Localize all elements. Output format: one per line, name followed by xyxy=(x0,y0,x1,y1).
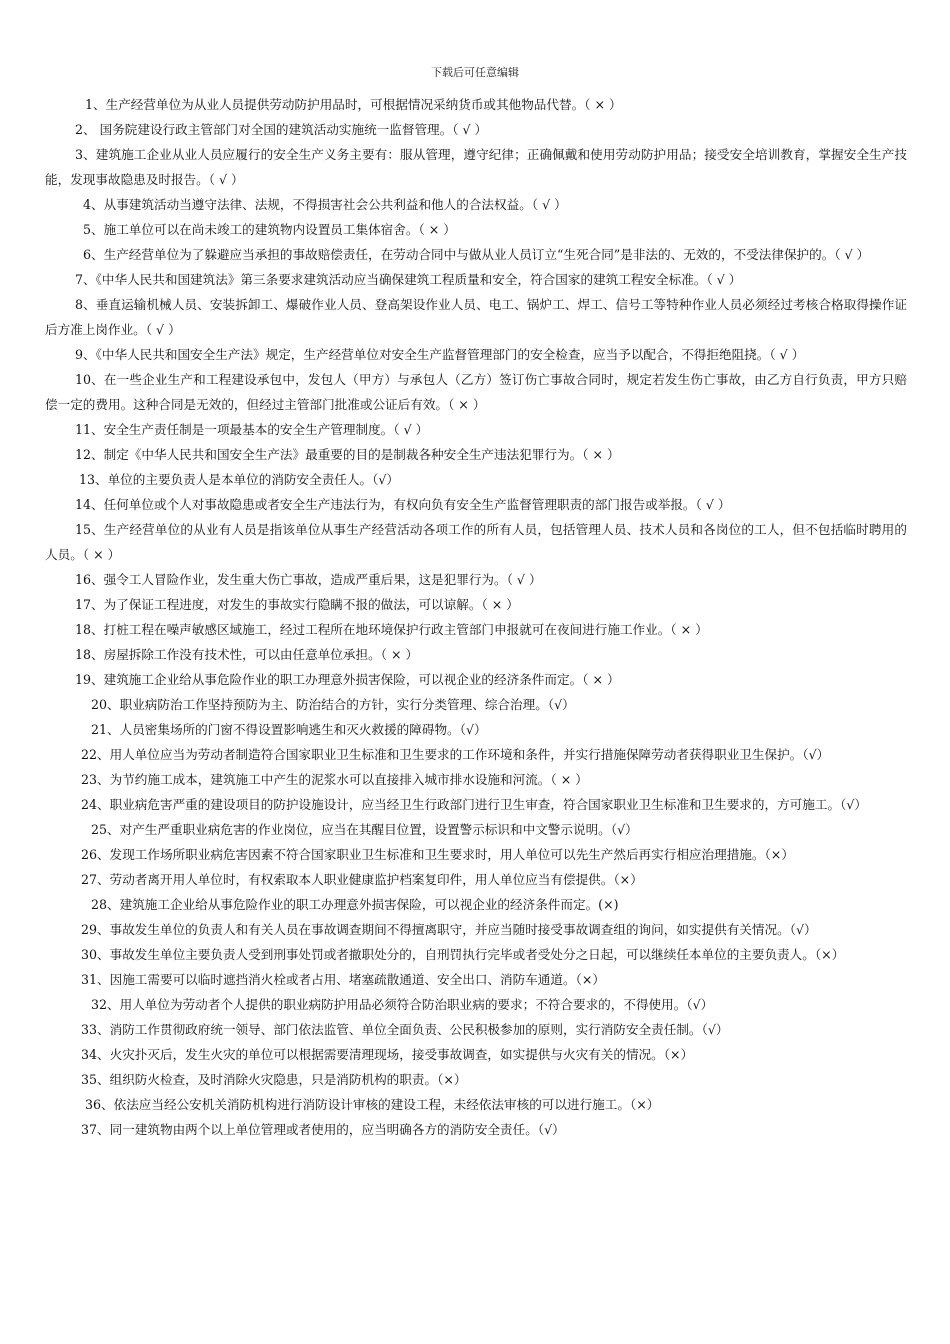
question-item: 7、《中华人民共和国建筑法》第三条要求建筑活动应当确保建筑工程质量和安全，符合国家的建筑工程安全标准。（ √ ） xyxy=(75,272,742,287)
question-item: 5、施工单位可以在尚未竣工的建筑物内设置员工集体宿舍。（ × ） xyxy=(83,222,456,237)
question-item: 27、劳动者离开用人单位时，有权索取本人职业健康监护档案复印件，用人单位应当有偿提供。（×） xyxy=(81,872,643,887)
question-item: 25、对产生严重职业病危害的作业岗位，应当在其醒目位置，设置警示标识和中文警示说明。（√） xyxy=(91,822,638,837)
question-item: 11、安全生产责任制是一项最基本的安全生产管理制度。（ √ ） xyxy=(75,422,429,437)
question-item: 37、同一建筑物由两个以上单位管理或者使用的，应当明确各方的消防安全责任。（√） xyxy=(81,1122,565,1137)
question-item: 10、在一些企业生产和工程建设承包中，发包人（甲方）与承包人（乙方）签订伤亡事故合同时，规定若发生伤亡事故，由乙方自行负责，甲方只赔偿一定的费用。这种合同是无效的，但经过主管部门批准或公证后有效。（ × ） xyxy=(45,372,907,412)
question-item: 13、单位的主要负责人是本单位的消防安全责任人。（√） xyxy=(79,472,399,487)
question-item: 6、生产经营单位为了躲避应当承担的事故赔偿责任，在劳动合同中与做从业人员订立“生死合同”是非法的、无效的，不受法律保护的。（ √ ） xyxy=(83,247,870,262)
question-item: 8、垂直运输机械人员、安装拆卸工、爆破作业人员、登高架设作业人员、电工、锅炉工、焊工、信号工等特种作业人员必须经过考核合格取得操作证后方准上岗作业。（ √ ） xyxy=(45,297,907,337)
question-item: 4、从事建筑活动当遵守法律、法规，不得损害社会公共利益和他人的合法权益。（ √ ） xyxy=(83,197,567,212)
question-item: 31、因施工需要可以临时遮挡消火栓或者占用、堵塞疏散通道、安全出口、消防车通道。（×） xyxy=(81,972,606,987)
question-item: 22、用人单位应当为劳动者制造符合国家职业卫生标准和卫生要求的工作环境和条件，并实行措施保障劳动者获得职业卫生保护。（√） xyxy=(81,747,830,762)
question-item: 28、建筑施工企业给从事危险作业的职工办理意外损害保险，可以视企业的经济条件而定。(×) xyxy=(91,897,619,912)
question-item: 33、消防工作贯彻政府统一领导、部门依法监管、单位全面负责、公民积极参加的原则，实行消防安全责任制。（√） xyxy=(81,1022,729,1037)
question-item: 15、生产经营单位的从业有人员是指该单位从事生产经营活动各项工作的所有人员，包括管理人员、技术人员和各岗位的工人，但不包括临时聘用的人员。（ × ） xyxy=(45,522,907,562)
page-header: 下载后可任意编辑 xyxy=(431,66,519,79)
question-item: 34、火灾扑灭后，发生火灾的单位可以根据需要清理现场，接受事故调查，如实提供与火灾有关的情况。（×） xyxy=(81,1047,694,1062)
question-item: 2、 国务院建设行政主管部门对全国的建筑活动实施统一监督管理。（ √ ） xyxy=(75,122,488,137)
question-item: 36、依法应当经公安机关消防机构进行消防设计审核的建设工程，未经依法审核的可以进行施工。（×） xyxy=(85,1097,660,1112)
question-item: 17、为了保证工程进度，对发生的事故实行隐瞒不报的做法，可以谅解。（ × ） xyxy=(75,597,519,612)
question-item: 14、任何单位或个人对事故隐患或者安全生产违法行为，有权向负有安全生产监督管理职责的部门报告或举报。（ √ ） xyxy=(75,497,731,512)
question-item: 20、职业病防治工作坚持预防为主、防治结合的方针，实行分类管理、综合治理。（√） xyxy=(91,697,575,712)
question-item: 1、生产经营单位为从业人员提供劳动防护用品时，可根据情况采纳货币或其他物品代替。（ × ） xyxy=(85,97,622,112)
question-list xyxy=(45,92,907,1142)
question-item: 18、房屋拆除工作没有技术性，可以由任意单位承担。（ × ） xyxy=(75,647,419,662)
question-item: 21、人员密集场所的门窗不得设置影响逃生和灭火救援的障碍物。（√） xyxy=(91,722,487,737)
question-item: 32、用人单位为劳动者个人提供的职业病防护用品必须符合防治职业病的要求；不符合要求的，不得使用。（√） xyxy=(91,997,714,1012)
question-item: 18、打桩工程在噪声敏感区域施工，经过工程所在地环境保护行政主管部门申报就可在夜间进行施工作业。（ × ） xyxy=(75,622,708,637)
question-item: 3、建筑施工企业从业人员应履行的安全生产义务主要有：服从管理，遵守纪律；正确佩戴和使用劳动防护用品；接受安全培训教育，掌握安全生产技能，发现事故隐患及时报告。（ √ ） xyxy=(45,147,907,187)
question-item: 26、发现工作场所职业病危害因素不符合国家职业卫生标准和卫生要求时，用人单位可以先生产然后再实行相应治理措施。（×） xyxy=(81,847,794,862)
question-item: 19、建筑施工企业给从事危险作业的职工办理意外损害保险，可以视企业的经济条件而定。（ × ） xyxy=(75,672,620,687)
question-item: 24、职业病危害严重的建设项目的防护设施设计，应当经卫生行政部门进行卫生审查，符合国家职业卫生标准和卫生要求的，方可施工。（√） xyxy=(81,797,867,812)
question-item: 23、为节约施工成本，建筑施工中产生的泥浆水可以直接排入城市排水设施和河流。（ × ） xyxy=(81,772,588,787)
question-item: 29、事故发生单位的负责人和有关人员在事故调查期间不得擅离职守，并应当随时接受事故调查组的询问，如实提供有关情况。（√） xyxy=(81,922,817,937)
question-item: 16、强令工人冒险作业，发生重大伤亡事故，造成严重后果，这是犯罪行为。（ √ ） xyxy=(75,572,542,587)
question-item: 9、《中华人民共和国安全生产法》规定，生产经营单位对安全生产监督管理部门的安全检查，应当予以配合，不得拒绝阻挠。（ √ ） xyxy=(75,347,805,362)
question-item: 35、组织防火检查，及时消除火灾隐患，只是消防机构的职责。（×） xyxy=(81,1072,467,1087)
question-item: 12、制定《中华人民共和国安全生产法》最重要的目的是制裁各种安全生产违法犯罪行为。（ × ） xyxy=(75,447,620,462)
question-item: 30、事故发生单位主要负责人受到刑事处罚或者撤职处分的，自刑罚执行完毕或者受处分之日起，可以继续任本单位的主要负责人。（×） xyxy=(81,947,845,962)
